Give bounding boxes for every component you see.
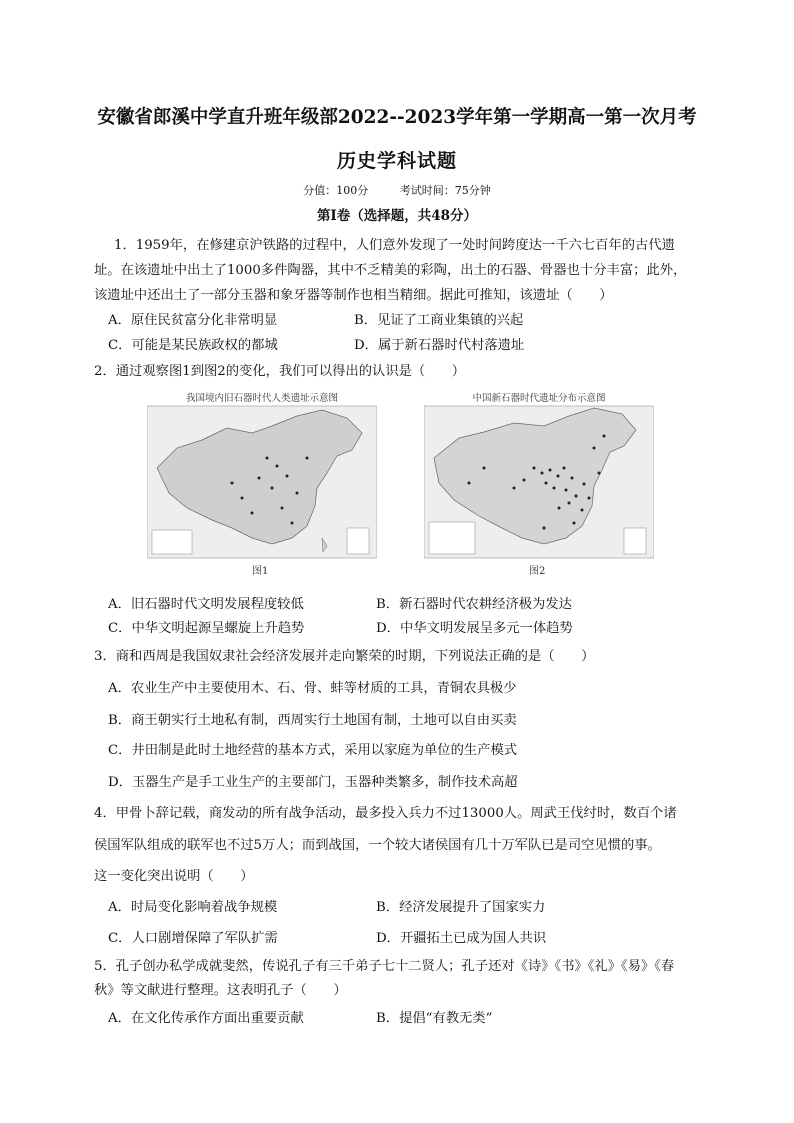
- map1-title: 我国境内旧石器时代人类遗址示意图: [185, 393, 338, 404]
- exam-title: 安徽省郎溪中学直升班年级部2022--2023学年第一学期高一第一次月考: [97, 107, 697, 128]
- q3-option-a[interactable]: A．农业生产中主要使用木、石、骨、蚌等材质的工具，青铜农具极少: [108, 681, 517, 696]
- map2-title: 中国新石器时代遗址分布示意图: [472, 393, 606, 404]
- q4-option-c[interactable]: C．人口剧增保障了军队扩需: [108, 931, 278, 946]
- q3-option-d[interactable]: D．玉器生产是手工业生产的主要部门，玉器种类繁多，制作技术高超: [108, 775, 518, 790]
- q1-option-d[interactable]: D．属于新石器时代村落遗址: [354, 338, 525, 353]
- q4-stem-line: 侯国军队组成的联军也不过5万人；而到战国，一个较大诸侯国有几十万军队已是司空见惯的事。: [94, 838, 661, 853]
- neolithic-sites-map: [424, 388, 654, 575]
- q1-stem-line: 址。在该遗址中出土了1000多件陶器，其中不乏精美的彩陶，出土的石器、骨器也十分丰富；此外，: [94, 263, 687, 278]
- q1-option-a[interactable]: A．原住民贫富分化非常明显: [108, 313, 278, 328]
- q4-option-a[interactable]: A．时局变化影响着战争规模: [108, 900, 278, 915]
- paleolithic-sites-map: [147, 388, 377, 575]
- q2-option-a[interactable]: A．旧石器时代文明发展程度较低: [108, 597, 304, 612]
- q3-stem-line: 3．商和西周是我国奴隶社会经济发展并走向繁荣的时期，下列说法正确的是（ ）: [94, 649, 595, 664]
- q5-stem-line: 5．孔子创办私学成就斐然，传说孔子有三千弟子七十二贤人；孔子还对《诗》《书》《礼》《易》《春: [94, 959, 675, 974]
- figure-1: [147, 388, 377, 575]
- q4-option-b[interactable]: B．经济发展提升了国家实力: [376, 900, 546, 915]
- q1-option-b[interactable]: B．见证了工商业集镇的兴起: [354, 313, 524, 328]
- map2-label: 图2: [529, 566, 546, 577]
- q3-option-b[interactable]: B．商王朝实行土地私有制，西周实行土地国有制，土地可以自由买卖: [108, 713, 517, 728]
- q2-option-d[interactable]: D．中华文明发展呈多元一体趋势: [376, 621, 573, 636]
- q5-option-a[interactable]: A．在文化传承作方面出重要贡献: [108, 1011, 304, 1026]
- exam-meta: [0, 182, 794, 198]
- q5-option-b[interactable]: B．提倡“有教无类”: [376, 1011, 493, 1026]
- q2-option-b[interactable]: B．新石器时代农耕经济极为发达: [376, 597, 572, 612]
- q4-stem-line: 这一变化突出说明（ ）: [94, 869, 254, 884]
- map1-label: 图1: [252, 566, 269, 577]
- q5-stem-line: 秋》等文献进行整理。这表明孔子（ ）: [94, 983, 347, 998]
- q3-option-c[interactable]: C．井田制是此时土地经营的基本方式，采用以家庭为单位的生产模式: [108, 743, 518, 758]
- q1-option-c[interactable]: C．可能是某民族政权的都城: [108, 338, 278, 353]
- q2-option-c[interactable]: C．中华文明起源呈螺旋上升趋势: [108, 621, 305, 636]
- subject-title: 历史学科试题: [336, 150, 457, 172]
- time-info: 考试时间：75分钟: [399, 184, 491, 197]
- q1-stem-line: 1．1959年，在修建京沪铁路的过程中，人们意外发现了一处时间跨度达一千六七百年的古代遗: [114, 238, 675, 253]
- score-info: 分值：100分: [303, 184, 369, 197]
- section-heading: 第Ⅰ卷（选择题，共48分）: [316, 208, 478, 224]
- q1-stem-line: 该遗址中还出土了一部分玉器和象牙器等制作也相当精细。据此可推知，该遗址（ ）: [94, 288, 613, 303]
- q4-stem-line: 4．甲骨卜辞记载，商发动的所有战争活动，最多投入兵力不过13000人。周武王伐纣时，数百个诸: [94, 806, 677, 821]
- q2-stem-line: 2．通过观察图1到图2的变化，我们可以得出的认识是（ ）: [94, 364, 466, 379]
- q4-option-d[interactable]: D．开疆拓土已成为国人共识: [376, 931, 547, 946]
- figure-2: [424, 388, 654, 575]
